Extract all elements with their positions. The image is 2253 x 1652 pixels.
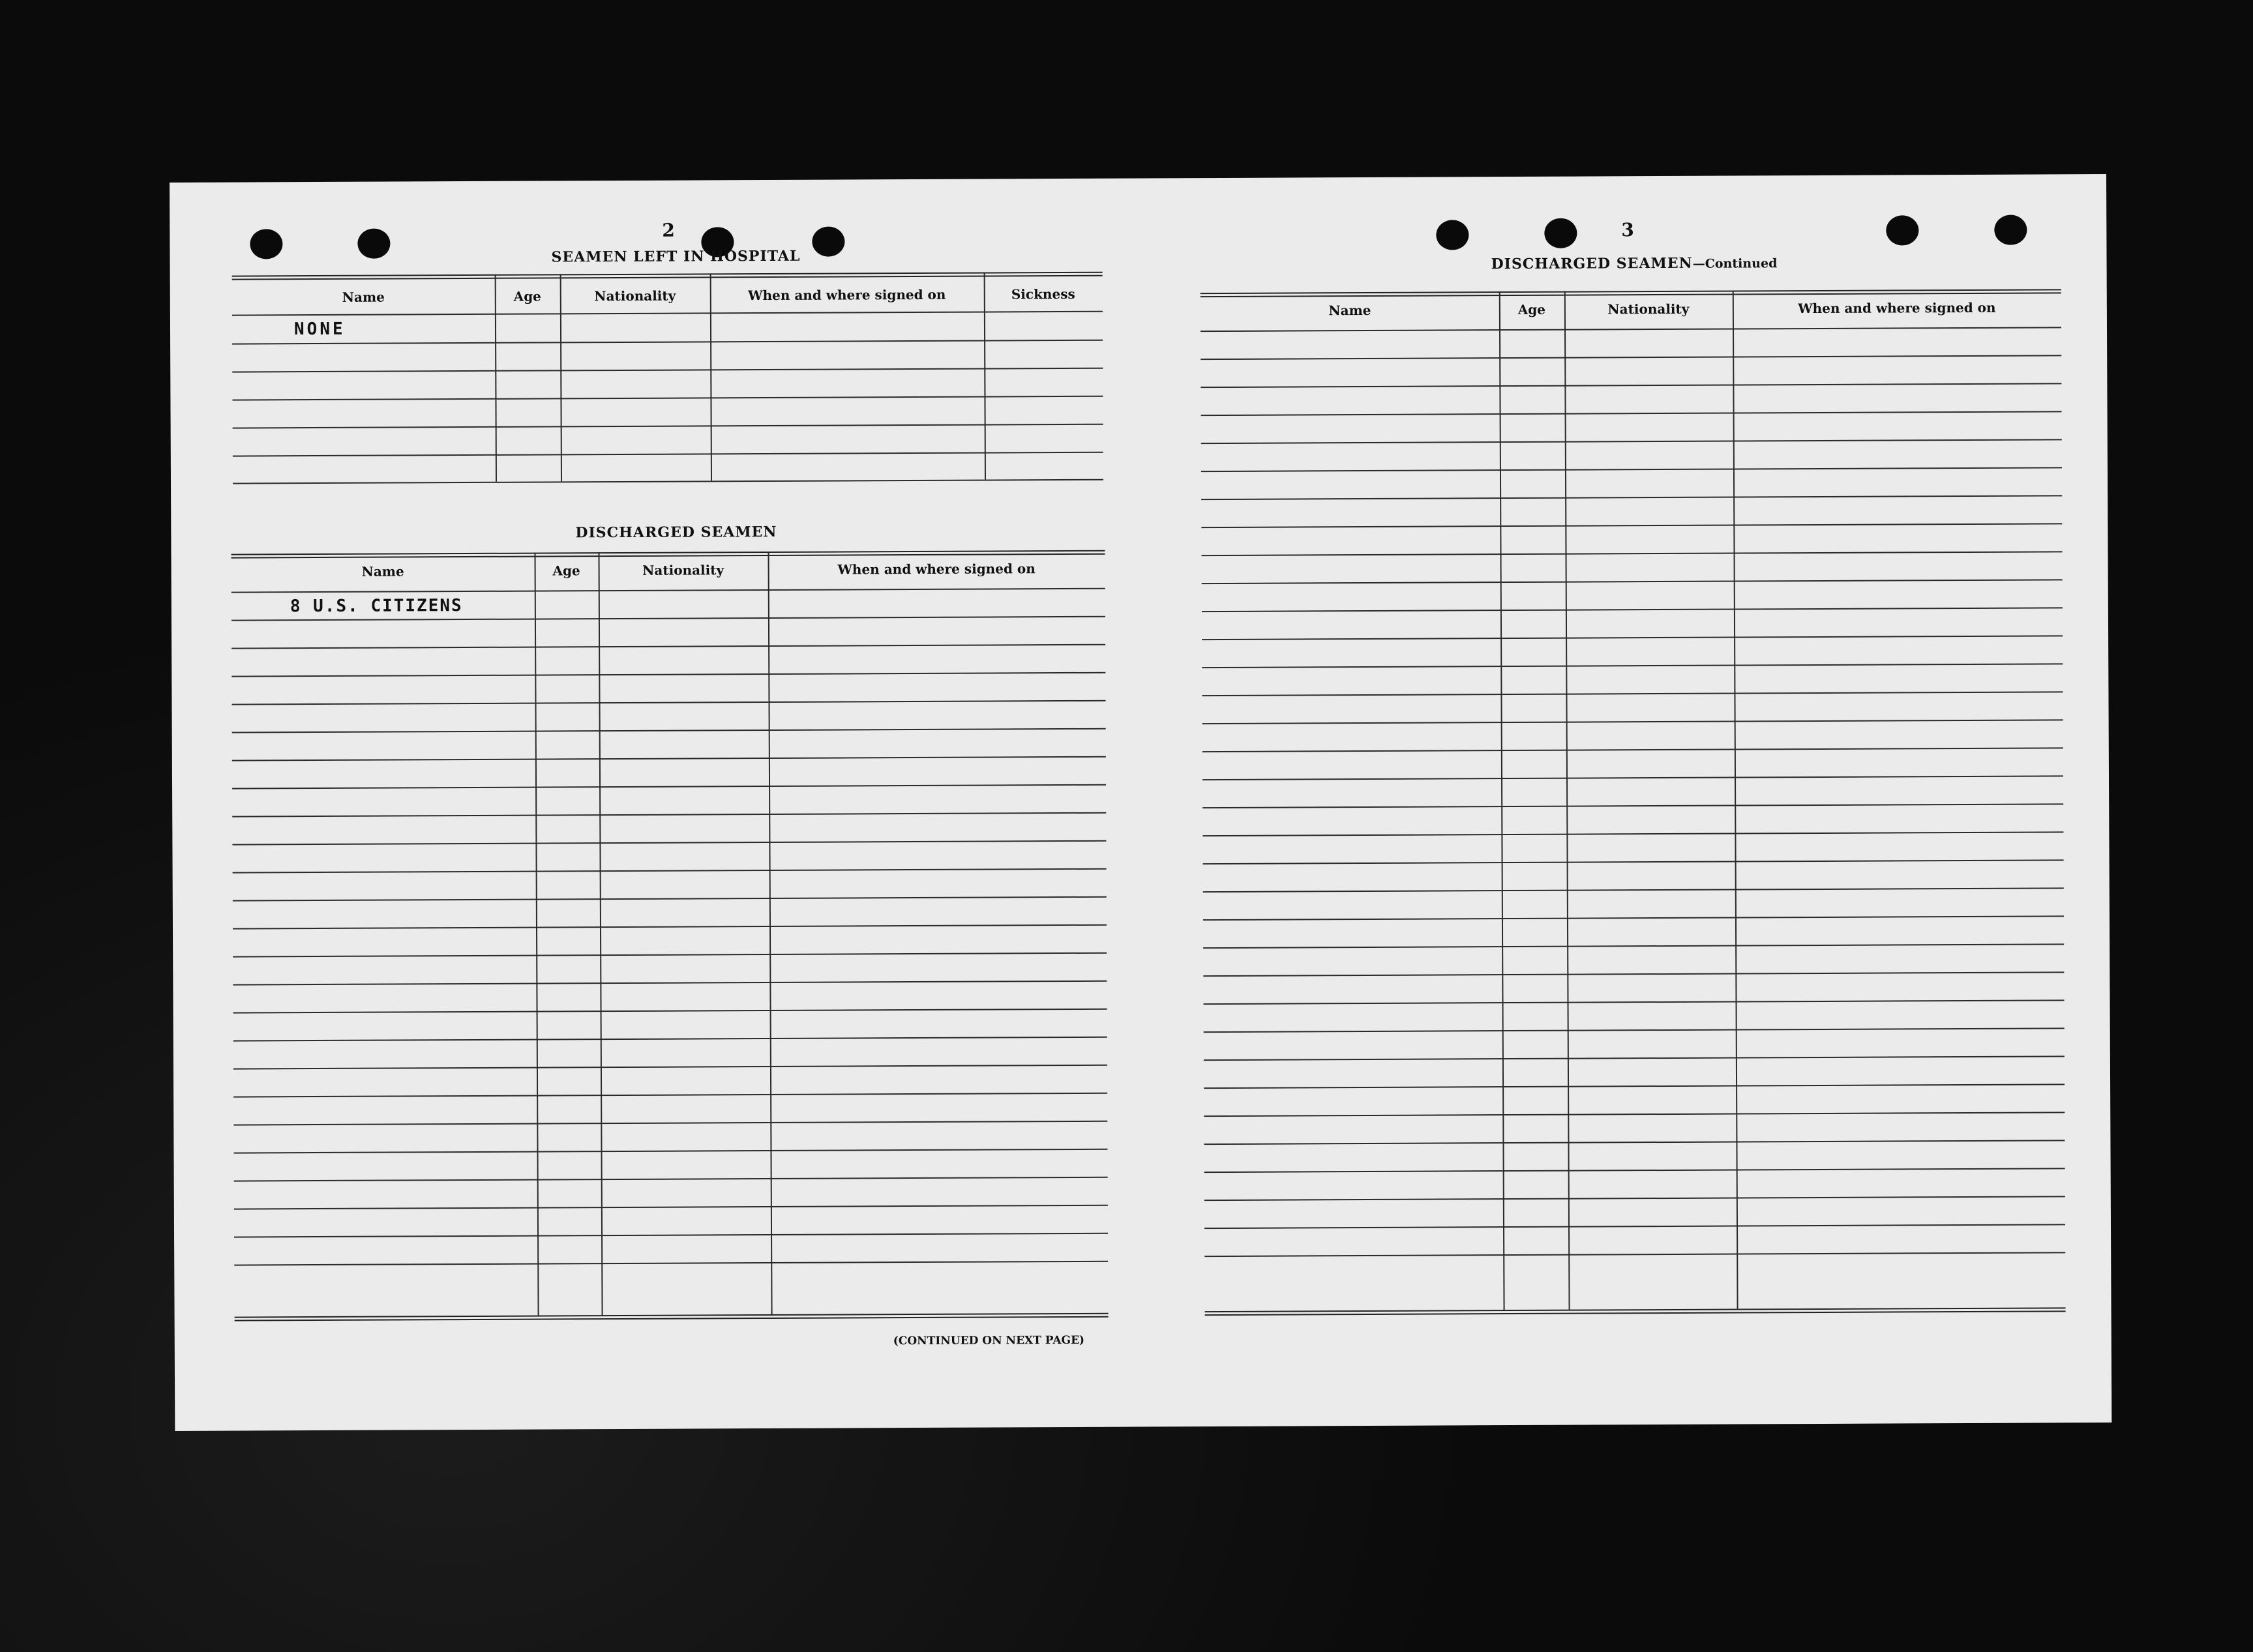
row-rule: [231, 644, 1105, 649]
header-bottom-rule: [1201, 327, 2061, 332]
row-rule: [1204, 999, 2065, 1005]
section-title-main: DISCHARGED SEAMEN: [1491, 254, 1693, 273]
header-bottom-rule: [231, 588, 1105, 593]
table-top-rule: [1201, 289, 2061, 294]
table-bottom-rule: [235, 1313, 1109, 1318]
discharged-table-right: [1201, 289, 2066, 1336]
left-page-number: 2: [662, 219, 675, 241]
row-rule: [1202, 635, 2063, 640]
row-rule: [233, 896, 1107, 902]
row-rule: [234, 1261, 1108, 1266]
col-header-age: Age: [1517, 301, 1546, 317]
row-rule: [231, 672, 1105, 677]
right-page-number: 3: [1621, 219, 1634, 241]
row-rule: [1202, 719, 2063, 724]
col-rule: [534, 553, 539, 1316]
row-rule: [1204, 1055, 2065, 1061]
form-sheet: [170, 174, 2111, 1431]
table-top-rule: [232, 272, 1103, 277]
row-rule: [234, 1177, 1108, 1182]
row-rule: [233, 981, 1107, 986]
row-rule: [233, 1149, 1107, 1154]
row-rule: [1201, 355, 2061, 360]
continued-note: (CONTINUED ON NEXT PAGE): [893, 1333, 1085, 1348]
row-rule: [1204, 1112, 2065, 1117]
row-rule: [233, 1121, 1107, 1126]
hospital-section-title: SEAMEN LEFT IN HOSPITAL: [551, 247, 801, 266]
row-rule: [1203, 971, 2064, 977]
row-rule: [231, 616, 1105, 621]
row-rule: [1203, 943, 2064, 949]
col-header-signed-on: When and where signed on: [837, 561, 1036, 578]
col-header-nationality: Nationality: [642, 562, 724, 578]
row-rule: [1204, 1224, 2065, 1229]
punch-hole: [1436, 220, 1469, 250]
row-rule: [1201, 439, 2062, 444]
punch-hole: [812, 226, 844, 256]
row-rule: [233, 1065, 1107, 1070]
col-header-signed-on: When and where signed on: [1798, 299, 1996, 317]
row-rule: [232, 840, 1106, 846]
row-rule: [233, 868, 1107, 874]
row-rule: [233, 924, 1107, 930]
punch-hole: [357, 229, 390, 259]
row-rule: [233, 424, 1103, 429]
col-rule: [984, 273, 986, 480]
row-rule: [232, 784, 1106, 789]
row-rule: [234, 1233, 1108, 1238]
row-rule: [1204, 1027, 2065, 1033]
row-rule: [1202, 831, 2063, 836]
row-rule: [1203, 915, 2064, 921]
col-header-age: Age: [513, 288, 541, 304]
row-rule: [1202, 663, 2063, 668]
row-rule: [1201, 411, 2062, 416]
row-rule: [232, 728, 1106, 733]
row-rule: [1202, 775, 2063, 780]
row-rule: [232, 368, 1103, 373]
row-rule: [1201, 467, 2062, 472]
col-rule: [495, 274, 497, 482]
row-rule: [233, 452, 1103, 457]
punch-hole: [250, 229, 282, 259]
row-rule: [1201, 495, 2062, 500]
discharged-entry: 8 U.S. CITIZENS: [290, 596, 463, 617]
row-rule: [1203, 887, 2064, 892]
row-rule: [1201, 523, 2062, 528]
row-rule: [232, 812, 1106, 818]
discharged-continued-title: [1491, 254, 1778, 273]
hospital-entry: NONE: [293, 319, 346, 340]
col-rule: [560, 274, 562, 481]
col-rule: [710, 273, 712, 480]
col-header-name: Name: [1328, 302, 1371, 319]
row-rule: [1201, 383, 2061, 388]
row-rule: [233, 1009, 1107, 1014]
section-title-suffix: —Continued: [1692, 256, 1778, 271]
header-bottom-rule: [232, 311, 1103, 316]
punch-hole: [1994, 215, 2027, 245]
discharged-table-left: [231, 550, 1108, 1336]
row-rule: [232, 396, 1103, 401]
row-rule: [233, 479, 1103, 484]
col-rule: [1733, 291, 1738, 1309]
row-rule: [1202, 803, 2063, 808]
col-header-nationality: Nationality: [1607, 301, 1690, 317]
table-bottom-rule: [1205, 1307, 2066, 1312]
row-rule: [233, 952, 1107, 958]
row-rule: [232, 756, 1106, 761]
row-rule: [231, 700, 1105, 705]
row-rule: [1202, 691, 2063, 696]
row-rule: [232, 340, 1103, 345]
col-header-name: Name: [342, 289, 385, 305]
row-rule: [1202, 551, 2063, 556]
table-top-rule: [231, 550, 1105, 555]
col-rule: [598, 552, 603, 1315]
col-header-signed-on: When and where signed on: [748, 286, 946, 304]
punch-hole: [1886, 215, 1918, 245]
discharged-section-title: DISCHARGED SEAMEN: [575, 523, 777, 542]
hospital-table: [232, 272, 1104, 517]
row-rule: [1203, 859, 2064, 864]
row-rule: [234, 1205, 1108, 1210]
col-rule: [1564, 291, 1570, 1310]
row-rule: [1204, 1252, 2065, 1257]
col-rule: [768, 552, 772, 1314]
col-header-name: Name: [361, 563, 404, 580]
row-rule: [233, 1093, 1107, 1098]
row-rule: [1202, 747, 2063, 752]
punch-hole: [1544, 218, 1577, 248]
row-rule: [1204, 1168, 2065, 1173]
col-header-sickness: Sickness: [1011, 286, 1075, 302]
row-rule: [1204, 1084, 2065, 1089]
col-header-age: Age: [552, 563, 580, 579]
row-rule: [1202, 579, 2063, 584]
col-rule: [1499, 291, 1505, 1310]
row-rule: [233, 1037, 1107, 1042]
row-rule: [1204, 1140, 2065, 1145]
row-rule: [1202, 607, 2063, 612]
col-header-nationality: Nationality: [594, 288, 676, 304]
row-rule: [1204, 1196, 2065, 1201]
